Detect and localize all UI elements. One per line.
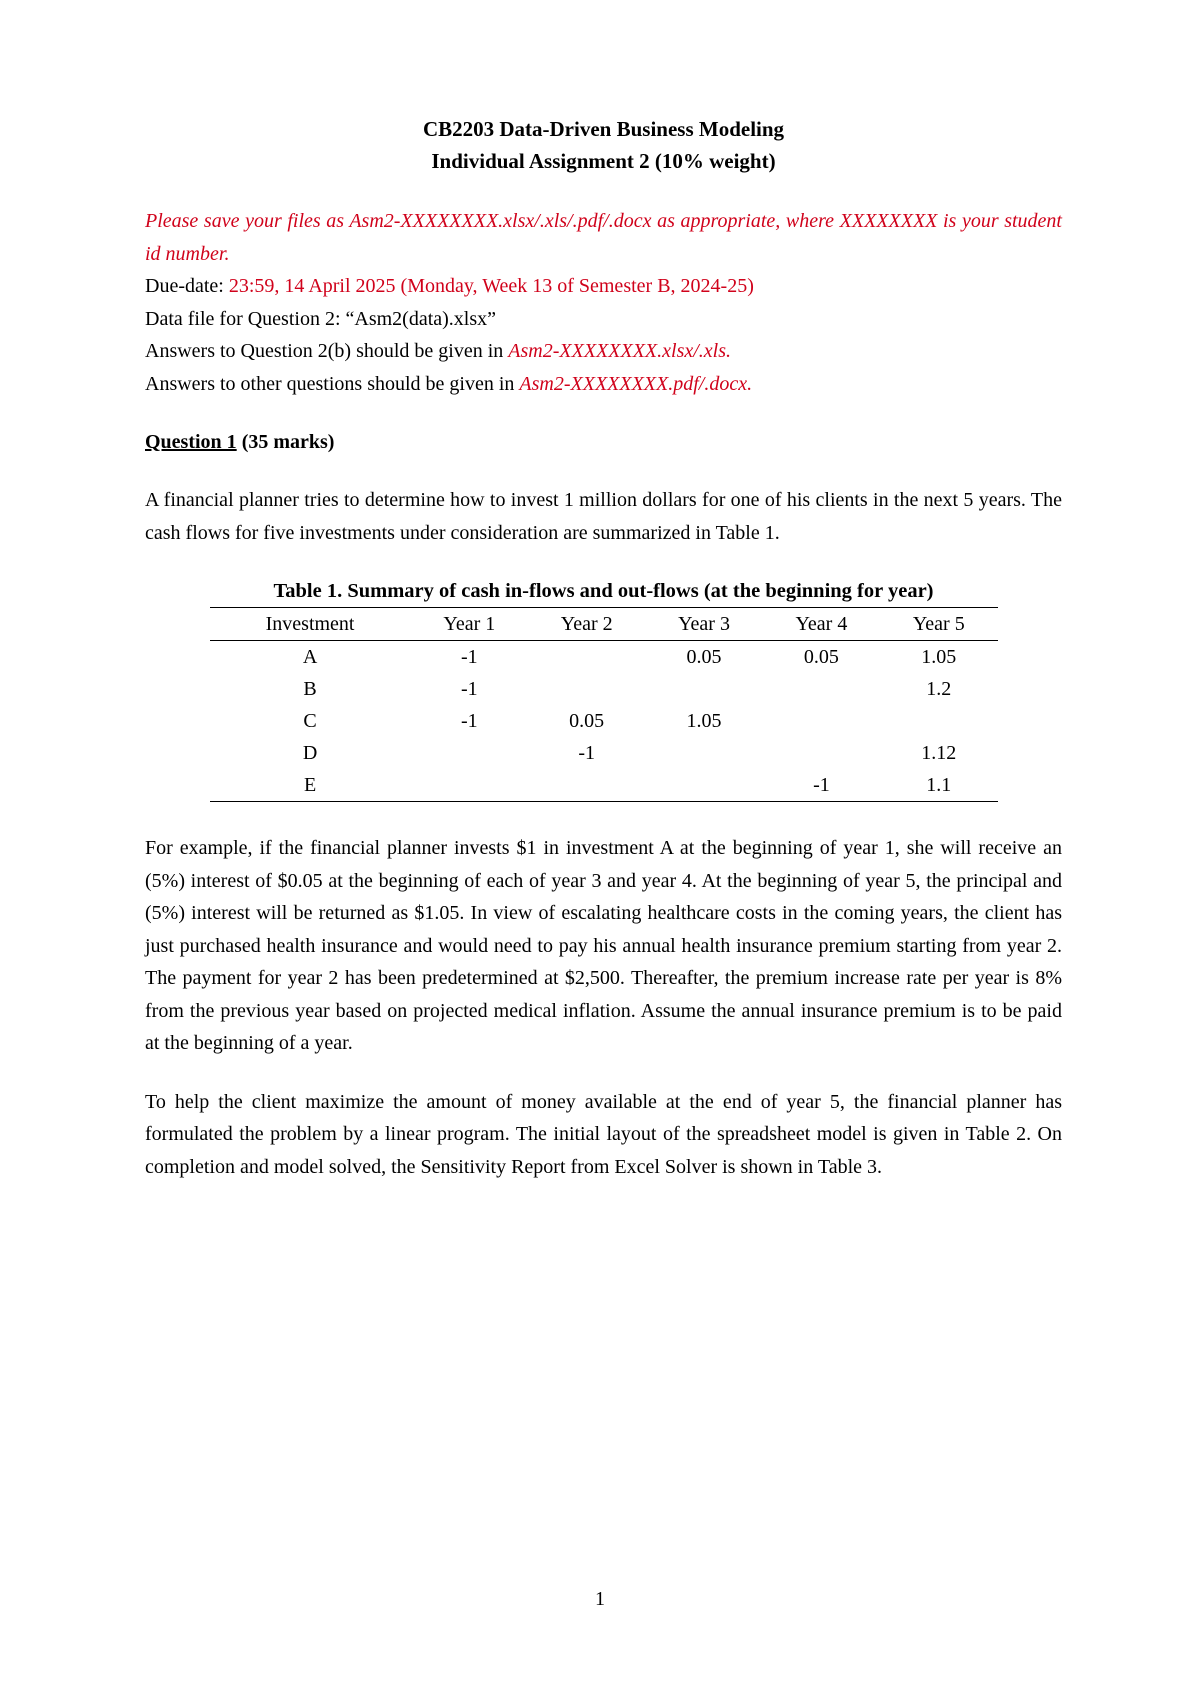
table-cell xyxy=(528,673,645,705)
table-cell xyxy=(763,673,880,705)
table-cell: 0.05 xyxy=(569,709,605,732)
question-1-closing: To help the client maximize the amount of money available at the end of year 5, the financial planner has formulated the problem by a linear program. The initial layout of the spreadsheet model is given in Table 2. On completion and model solved, the Sensitivity Report from Excel Solver is shown in Table 3. xyxy=(145,1090,1062,1178)
table-row xyxy=(210,641,998,674)
table-row xyxy=(210,673,998,705)
question-1-heading xyxy=(145,426,1062,458)
table-cell: -1 xyxy=(578,741,596,764)
table-cell xyxy=(645,673,762,705)
table-header-row xyxy=(210,608,998,641)
question-1-marks: (35 marks) xyxy=(236,431,335,453)
table-cell: 1.05 xyxy=(921,645,957,668)
cash-flow-table-block xyxy=(210,575,998,802)
other-answer-line xyxy=(145,368,1062,401)
other-answer-file: Asm2-XXXXXXXX.pdf/.docx. xyxy=(519,372,753,395)
due-date-value: 23:59, 14 April 2025 (Monday, Week 13 of Semester B, 2024-25) xyxy=(228,275,754,297)
table-cell xyxy=(411,769,528,802)
table-cell: C xyxy=(303,709,317,732)
table-cell: 1.1 xyxy=(880,769,997,802)
course-title: CB2203 Data-Driven Business Modeling xyxy=(422,117,785,141)
other-answer-prefix: Answers to other questions should be given in xyxy=(145,372,520,395)
table-cell: 1.05 xyxy=(686,709,722,732)
table-cell: A xyxy=(302,645,318,668)
table-cell xyxy=(763,737,880,769)
table-cell: B xyxy=(303,677,317,700)
question-1-label: Question 1 xyxy=(145,431,237,453)
table-cell: -1 xyxy=(460,645,478,668)
table-cell xyxy=(645,769,762,802)
question-1-intro: A financial planner tries to determine how to invest 1 million dollars for one of his clients in the next 5 years. The cash flows for five investments under consideration are summarized in Table 1. xyxy=(145,489,1062,544)
page-content xyxy=(145,113,1062,1183)
q2b-answer-prefix: Answers to Question 2(b) should be given in xyxy=(145,340,509,362)
table-cell: D xyxy=(302,741,318,764)
save-instructions: Please save your files as Asm2-XXXXXXXX.xlsx/.xls/.pdf/.docx as appropriate, where XXXXXXXX is your student id number. xyxy=(145,210,1062,265)
cash-flow-table xyxy=(210,607,998,802)
table-cell xyxy=(528,641,645,674)
column-header: Year 4 xyxy=(763,608,880,641)
column-header: Investment xyxy=(210,608,411,641)
table-row xyxy=(210,705,998,737)
due-date-label: Due-date: xyxy=(145,275,229,297)
table-cell: 1.12 xyxy=(921,741,957,764)
column-header: Year 2 xyxy=(528,608,645,641)
page-number: 1 xyxy=(595,1588,605,1610)
q2b-answer-file: Asm2-XXXXXXXX.xlsx/.xls. xyxy=(508,340,732,362)
table-cell: -1 xyxy=(460,709,478,732)
table-cell xyxy=(645,737,762,769)
column-header: Year 1 xyxy=(411,608,528,641)
table-cell: -1 xyxy=(460,677,478,700)
q2b-answer-line xyxy=(145,335,1062,368)
table-cell: 0.05 xyxy=(803,645,839,668)
question-1-example: For example, if the financial planner invests $1 in investment A at the beginning of year 1, she will receive an (5%) interest of $0.05 at the beginning of each of year 3 and year 4. At the beginning of year 5, the principal and (5%) interest will be returned as $1.05. In view of escalating healthcare costs in the coming years, the client has just purchased health insurance and would need to pay his annual health insurance premium starting from year 2. The payment for year 2 has been predetermined at $2,500. Thereafter, the premium increase rate per year is 8% from the previous year based on projected medical inflation. Assume the annual insurance premium is to be paid at the beginning of a year. xyxy=(145,837,1062,1054)
table-cell: E xyxy=(210,769,411,802)
table-cell: -1 xyxy=(763,769,880,802)
data-file-line: Data file for Question 2: “Asm2(data).xlsx” xyxy=(145,307,497,330)
table-cell xyxy=(763,705,880,737)
table-row xyxy=(210,769,998,802)
table-cell: 1.2 xyxy=(926,677,952,700)
table-cell xyxy=(528,769,645,802)
assignment-title: Individual Assignment 2 (10% weight) xyxy=(431,149,776,173)
table-cell: 0.05 xyxy=(686,645,722,668)
due-date-line xyxy=(145,270,1062,303)
table-row xyxy=(210,737,998,769)
column-header: Year 5 xyxy=(880,608,997,641)
table-cell xyxy=(411,737,528,769)
table-cell xyxy=(880,705,997,737)
table-1-caption: Table 1. Summary of cash in-flows and out-flows (at the beginning for year) xyxy=(273,580,934,602)
column-header: Year 3 xyxy=(645,608,762,641)
